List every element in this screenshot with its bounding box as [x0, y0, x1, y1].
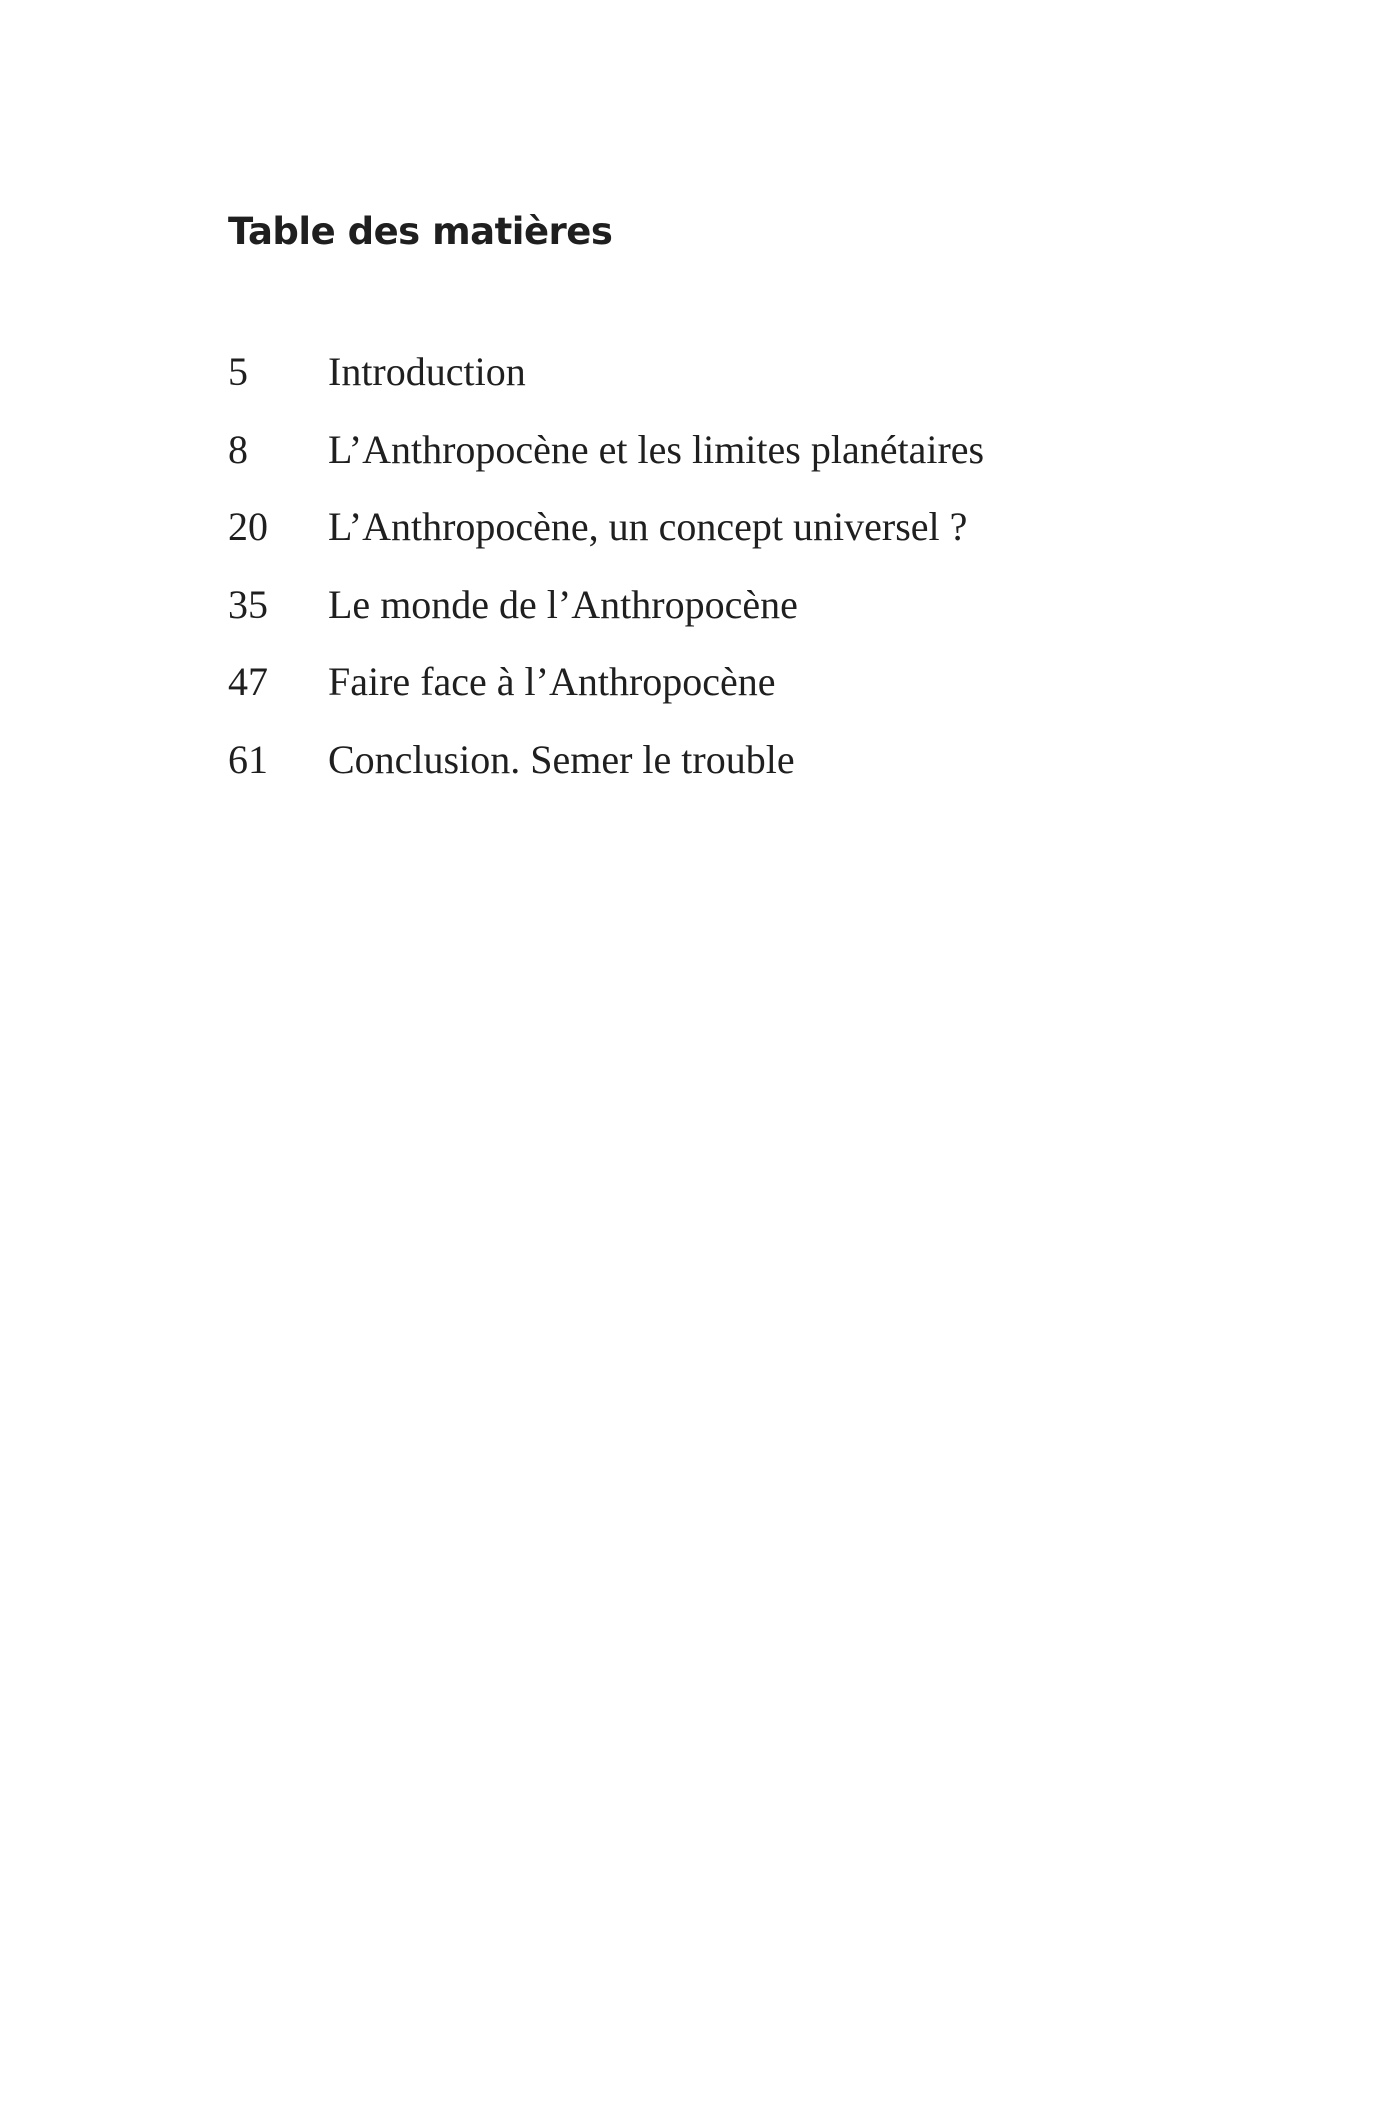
toc-entry	[228, 581, 984, 663]
toc-chapter-title: Le monde de l’Anthropocène	[328, 581, 798, 627]
toc-page-number: 5	[228, 349, 248, 394]
toc-entry	[228, 659, 984, 740]
toc-chapter-title: L’Anthropocène, un concept universel ?	[328, 504, 968, 549]
toc-chapter-title: Conclusion. Semer le trouble	[328, 736, 795, 782]
toc-entry	[228, 504, 984, 585]
toc-title: Table des matières	[228, 210, 613, 253]
toc-chapter-title: Introduction	[328, 349, 526, 394]
toc-entry	[228, 426, 985, 508]
toc-list	[228, 349, 985, 817]
toc-page-number: 20	[228, 504, 268, 549]
toc-chapter-title: Faire face à l’Anthropocène	[328, 659, 776, 704]
toc-page-number: 61	[228, 736, 268, 782]
toc-entry	[228, 349, 984, 430]
toc-chapter-title: L’Anthropocène et les limites planétaires	[328, 426, 985, 472]
toc-page-number: 47	[228, 659, 268, 704]
toc-page-number: 35	[228, 581, 268, 627]
toc-page-number: 8	[228, 426, 248, 472]
toc-entry	[228, 736, 984, 818]
